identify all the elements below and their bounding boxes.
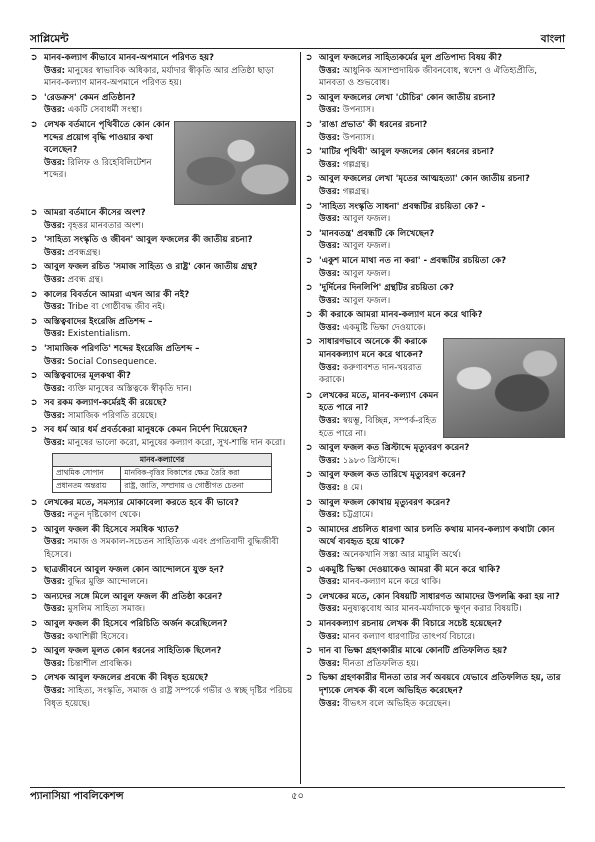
question-text: আবুল ফজল মূলত কোন ধরনের সাহিত্যিক ছিলেন?	[44, 646, 222, 657]
answer-label: উত্তর:	[44, 329, 66, 340]
qa-item	[305, 228, 565, 253]
answer-text: মুসলিম সাহিত্য সমাজ।	[67, 604, 146, 615]
question-text: লেখক আবুল ফজলের প্রবন্ধে কী বিধৃত হয়েছে?	[44, 673, 209, 684]
arrow-bullet-icon: ➲	[30, 343, 38, 354]
question-text: অস্তিত্ববাদের ইংরেজি প্রতিশব্দ –	[44, 316, 153, 327]
answer-text: চিন্তাশীল প্রাবন্ধিক।	[67, 658, 132, 669]
answer-label: উত্তর:	[44, 302, 66, 313]
answer-text: ৪ মে।	[342, 483, 363, 493]
answer-label: উত্তর:	[319, 105, 341, 116]
qa-item	[305, 645, 565, 670]
answer-text: মানব-কল্যাণ মনে করে থাকি।	[342, 577, 441, 588]
qa-item	[30, 424, 296, 449]
arrow-bullet-icon: ➲	[305, 92, 313, 103]
arrow-bullet-icon: ➲	[30, 564, 38, 575]
answer-label: উত্তর:	[319, 483, 341, 493]
qa-item	[305, 564, 565, 589]
question-text: দান বা ভিক্ষা গ্রহণকারীর মাঝে কোনটি প্রতিফলিত হয়?	[319, 646, 508, 657]
answer-text: ব্যক্তি মানুষের অস্তিত্বকে স্বীকৃতি দান।	[67, 383, 192, 394]
answer-label: উত্তর:	[319, 65, 341, 76]
qa-item	[30, 52, 296, 90]
answer-text: উপন্যাস।	[342, 105, 375, 116]
arrow-bullet-icon: ➲	[305, 201, 313, 212]
answer-text: অনেকখানি সস্তা আর মামুলি অর্থে।	[342, 549, 461, 560]
answer-text: Existentialism.	[67, 329, 131, 340]
arrow-bullet-icon: ➲	[305, 618, 313, 629]
question-text: কী করাকে আমরা মানব-কল্যাণ মনে করে থাকি?	[319, 310, 483, 321]
answer-text: প্রবন্ধ গ্রন্থ।	[67, 274, 104, 285]
arrow-bullet-icon: ➲	[30, 289, 38, 300]
arrow-bullet-icon: ➲	[305, 147, 313, 158]
question-text: সাধারণভাবে অনেকে কী করাকে মানবকল্যাণ মনে করে থাকেন?	[319, 337, 428, 361]
answer-label: উত্তর:	[44, 410, 66, 421]
answer-label: উত্তর:	[44, 65, 66, 76]
arrow-bullet-icon: ➲	[30, 207, 38, 218]
answer-text: বৃহত্তর মানবতার অংশ।	[67, 220, 144, 231]
arrow-bullet-icon: ➲	[305, 337, 313, 348]
answer-text: কথাশিল্পী হিসেবে।	[67, 631, 129, 642]
answer-label: উত্তর:	[44, 604, 66, 615]
answer-label: উত্তর:	[44, 274, 66, 285]
answer-text: স্বয়ম্ভূ, বিচ্ছিন্ন, সম্পর্ক-রহিত হতে পারে না।	[319, 416, 437, 439]
qa-item	[305, 442, 565, 467]
table-title: মানব-কল্যাণের	[53, 453, 272, 466]
answer-label: উত্তর:	[44, 658, 66, 669]
qa-item	[30, 645, 296, 670]
answer-label: উত্তর:	[319, 132, 341, 143]
answer-text: একটি সেবাধর্মী সংস্থা।	[67, 105, 143, 116]
question-text: কালের বিবর্তনে আমরা এখন আর কী নই?	[44, 289, 190, 300]
answer-label: উত্তর:	[319, 362, 341, 373]
header-rule	[30, 48, 565, 49]
arrow-bullet-icon: ➲	[305, 470, 313, 481]
arrow-bullet-icon: ➲	[305, 524, 313, 535]
answer-text: ১৯৮৩ খ্রিস্টাব্দে।	[342, 455, 400, 466]
question-text: 'রেডক্রস' কেমন প্রতিষ্ঠান?	[44, 92, 136, 103]
answer-label: উত্তর:	[319, 159, 341, 170]
arrow-bullet-icon: ➲	[305, 646, 313, 657]
question-text: 'সাহিত্য সংস্কৃতি সাধনা' প্রবন্ধটির রচয়িতা কে? -	[319, 201, 486, 212]
question-text: মানব-কল্যাণ কীভাবে মানব-অপমানে পরিণত হয়?	[44, 53, 215, 63]
arrow-bullet-icon: ➲	[305, 310, 313, 321]
qa-item	[305, 52, 565, 90]
question-text: 'মানবতন্ত্র' প্রবন্ধটি কে লিখেছেন?	[319, 228, 435, 239]
question-text: 'সামাজিক পরিণতি' শব্দের ইংরেজি প্রতিশব্দ –	[44, 343, 200, 354]
qa-item	[30, 92, 296, 117]
answer-text: মানব কল্যাণ ধারণাটির তাৎপর্য বিচারে।	[342, 631, 475, 642]
answer-text: আবুল ফজল।	[342, 214, 391, 225]
arrow-bullet-icon: ➲	[305, 390, 313, 401]
answer-text: সমাজ ও সমকাল-সচেতন সাহিত্যিক এবং প্রগতিবাদী বুদ্ধিজীবী হিসেবে।	[44, 537, 279, 561]
table-row	[53, 479, 272, 492]
answer-label: উত্তর:	[44, 537, 66, 548]
page-number: ৫০	[291, 791, 304, 802]
answer-label: উত্তর:	[44, 685, 66, 696]
arrow-bullet-icon: ➲	[30, 497, 38, 508]
qa-item	[305, 591, 565, 616]
qa-item	[30, 564, 296, 589]
answer-label: উত্তর:	[319, 322, 341, 333]
answer-text: আবুল ফজল।	[342, 295, 391, 306]
qa-item	[305, 119, 565, 144]
question-text: লেখকের মতে, কোন বিষয়টি সাধারণত আমাদের উপলব্ধি করা হয় না?	[319, 591, 560, 602]
arrow-bullet-icon: ➲	[305, 228, 313, 239]
arrow-bullet-icon: ➲	[30, 92, 38, 103]
arrow-bullet-icon: ➲	[30, 262, 38, 273]
arrow-bullet-icon: ➲	[305, 283, 313, 294]
answer-label: উত্তর:	[319, 604, 341, 615]
qa-item	[305, 146, 565, 171]
arrow-bullet-icon: ➲	[30, 316, 38, 327]
answer-text: চট্টগ্রামে।	[342, 510, 374, 521]
qa-item	[305, 201, 565, 226]
arrow-bullet-icon: ➲	[30, 235, 38, 246]
answer-label: উত্তর:	[44, 105, 66, 116]
left-column	[30, 52, 296, 784]
qa-item	[30, 618, 296, 643]
arrow-bullet-icon: ➲	[305, 119, 313, 130]
answer-label: উত্তর:	[319, 510, 341, 521]
question-text: আবুল ফজল রচিত 'সমাজ সাহিত্য ও রাষ্ট্র' কোন জাতীয় গ্রন্থ?	[44, 262, 258, 273]
arrow-bullet-icon: ➲	[305, 591, 313, 602]
answer-text: নতুন দৃষ্টিকোণ থেকে।	[67, 510, 141, 521]
answer-text: আধুনিক অসাম্প্রদায়িক জীবনবোধ, স্বদেশ ও ঐতিহ্যপ্রীতি, মানবতা ও শুভবোধ।	[319, 65, 538, 89]
question-text: সব রকম কল্যাণ-কর্মেরই কী রয়েছে?	[44, 398, 167, 409]
arrow-bullet-icon: ➲	[30, 398, 38, 409]
charity-giving-photo	[443, 338, 565, 438]
qa-item	[305, 309, 565, 334]
answer-label: উত্তর:	[44, 157, 66, 168]
arrow-bullet-icon: ➲	[30, 371, 38, 382]
answer-label: উত্তর:	[319, 549, 341, 560]
arrow-bullet-icon: ➲	[30, 425, 38, 436]
answer-label: উত্তর:	[44, 631, 66, 642]
question-text: আবুল ফজল কী হিসেবে পরিচিতি অর্জন করেছিলেন?	[44, 619, 228, 629]
question-text: লেখক বর্তমানে পৃথিবীতে কোন কোন শব্দের প্রয়োগ বৃদ্ধি পাওয়ার কথা বলেছেন?	[44, 119, 170, 156]
table-cell: মানবিক-বৃত্তির বিকাশের ক্ষেত্র তৈরি করা	[121, 466, 272, 479]
relief-crowd-photo	[174, 121, 296, 205]
qa-item	[305, 173, 565, 198]
question-text: একমুষ্টি ভিক্ষা দেওয়াকেও আমরা কী মনে করে থাকি?	[319, 564, 501, 575]
answer-label: উত্তর:	[44, 438, 66, 449]
question-text: আবুল ফজলের লেখা 'চৌচির' কোন জাতীয় রচনা?	[319, 92, 496, 103]
question-text: আবুল ফজল কত খ্রিস্টাব্দে মৃত্যুবরণ করেন?	[319, 443, 470, 454]
qa-item	[30, 497, 296, 522]
qa-item	[30, 524, 296, 562]
question-text: অস্তিত্ববাদের মূলকথা কী?	[44, 371, 131, 382]
answer-text: গল্পগ্রন্থ।	[342, 186, 370, 197]
qa-item	[30, 316, 296, 341]
answer-text: মানুষের ভালো করো, মানুষের কল্যাণ করো, সুখ-শান্তি দান করো।	[67, 438, 286, 449]
answer-label: উত্তর:	[44, 383, 66, 394]
table-cell: রাষ্ট্র, জাতি, সম্প্রদায় ও গোষ্ঠীগত চেতনা	[121, 479, 272, 492]
question-text: অন্যদের সঙ্গে মিলে আবুল ফজল কী প্রতিষ্ঠা করেন?	[44, 591, 223, 602]
question-text: 'রাঙা প্রভাত' কী ধরনের রচনা?	[319, 119, 428, 130]
answer-text: মানুষের স্বাভাবিক অধিকার, মর্যাদার স্বীকৃতি আর প্রতিষ্ঠা ছাড়া মানব-কল্যাণ মানব-অপমানে পরিণত হয়।	[44, 65, 274, 89]
question-text: ছাত্রজীবনে আবুল ফজল কোন আন্দোলনে যুক্ত হন?	[44, 564, 224, 575]
answer-text: আবুল ফজল।	[342, 268, 391, 279]
arrow-bullet-icon: ➲	[305, 564, 313, 575]
question-text: আবুল ফজলের লেখা 'মৃতের আত্মহত্যা' কোন জাতীয় রচনা?	[319, 174, 530, 185]
human-welfare-table	[52, 453, 272, 493]
answer-text: করুণাবশত দান-খয়রাত করাকে।	[319, 362, 422, 386]
table-cell: প্রাথমিক সোপান	[53, 466, 121, 479]
footer-rule	[30, 787, 565, 788]
question-text: 'দুর্দিনের দিনলিপি' গ্রন্থটির রচয়িতা কে?	[319, 283, 454, 294]
answer-text: মনুষ্যত্ববোধ আর মানব-মর্যাদাকে ক্ষুণ্ন করার বিষয়টি।	[342, 604, 522, 615]
arrow-bullet-icon: ➲	[305, 174, 313, 185]
question-text: সব ধর্ম আর ধর্ম প্রবর্তকেরা মানুষকে কেমন নির্দেশ দিয়েছেন?	[44, 425, 248, 436]
image-qa-block	[30, 119, 296, 205]
answer-label: উত্তর:	[319, 698, 341, 709]
question-text: আবুল ফজল কী হিসেবে সমধিক খ্যাত?	[44, 524, 180, 535]
qa-item	[30, 397, 296, 422]
answer-label: উত্তর:	[44, 577, 66, 588]
answer-text: রিলিফ ও রিহেবিলিটেশন শব্দের।	[44, 157, 152, 181]
header-right: বাংলা	[540, 33, 565, 45]
table-cell: প্রধানতম অন্তরায়	[53, 479, 121, 492]
qa-item	[30, 591, 296, 616]
arrow-bullet-icon: ➲	[305, 443, 313, 454]
image-qa-block	[305, 336, 565, 440]
question-text: 'সাহিত্য সংস্কৃতি ও জীবন' আবুল ফজলের কী জাতীয় রচনা?	[44, 235, 253, 246]
answer-label: উত্তর:	[319, 295, 341, 306]
qa-item	[30, 207, 296, 232]
qa-item	[305, 255, 565, 280]
answer-label: উত্তর:	[44, 220, 66, 231]
arrow-bullet-icon: ➲	[305, 673, 313, 684]
question-text: মানবকল্যাণ রচনায় লেখক কী বিচারে সচেষ্ট হয়েছেন?	[319, 618, 503, 629]
answer-text: গল্পগ্রন্থ।	[342, 159, 370, 170]
header-left: সাপ্লিমেন্ট	[30, 33, 69, 45]
question-text: লেখকের মতে, মানব-কল্যাণ কেমন হতে পারে না?	[319, 390, 439, 414]
answer-label: উত্তর:	[319, 577, 341, 588]
qa-item	[305, 672, 565, 710]
answer-text: বীভৎস বলে অভিহিত করেছেন।	[342, 698, 451, 709]
answer-text: সাহিত্য, সংস্কৃতি, সমাজ ও রাষ্ট্র সম্পর্কে গভীর ও স্বচ্ছ দৃষ্টির পরিচয় বিধৃত হয়েছে।	[44, 685, 293, 709]
qa-item	[305, 524, 565, 562]
arrow-bullet-icon: ➲	[30, 53, 38, 63]
arrow-bullet-icon: ➲	[30, 673, 38, 684]
answer-label: উত্তর:	[44, 356, 66, 367]
arrow-bullet-icon: ➲	[30, 524, 38, 535]
qa-item	[30, 261, 296, 286]
answer-label: উত্তর:	[44, 510, 66, 521]
qa-item	[305, 282, 565, 307]
qa-item	[30, 343, 296, 368]
answer-label: উত্তর:	[319, 455, 341, 466]
answer-text: আবুল ফজল।	[342, 241, 391, 252]
arrow-bullet-icon: ➲	[30, 591, 38, 602]
arrow-bullet-icon: ➲	[305, 497, 313, 508]
question-text: 'একুশ মানে মাথা নত না করা' - প্রবন্ধটির রচয়িতা কে?	[319, 255, 507, 266]
answer-text: প্রবন্ধগ্রন্থ।	[67, 247, 101, 258]
answer-text: দীনতা প্রতিফলিত হয়।	[342, 658, 419, 669]
answer-label: উত্তর:	[319, 268, 341, 279]
qa-item	[305, 469, 565, 494]
question-text: ভিক্ষা গ্রহণকারীর দীনতা তার সর্ব অবয়বে যেভাবে প্রতিফলিত হয়, তার দৃশ্যকে লেখক কী বলে অভিহিত করেছেন?	[319, 673, 561, 696]
qa-item	[30, 289, 296, 314]
answer-label: উত্তর:	[319, 631, 341, 642]
qa-item	[305, 618, 565, 643]
answer-text: সামাজিক পরিণতি রয়েছে।	[67, 410, 157, 421]
qa-item	[305, 497, 565, 522]
answer-label: উত্তর:	[319, 658, 341, 669]
qa-item	[305, 92, 565, 117]
question-text: আমাদের প্রচলিত ধারণা আর চলতি কথায় মানব-কল্যাণ কথাটা কোন অর্থে ব্যবহৃত হয়ে থাকে?	[319, 524, 555, 548]
arrow-bullet-icon: ➲	[30, 619, 38, 629]
answer-label: উত্তর:	[319, 241, 341, 252]
question-text: আমরা বর্তমানে কীসের অংশ?	[44, 207, 146, 218]
answer-text: বুদ্ধির মুক্তি আন্দোলনে।	[67, 577, 148, 588]
column-divider	[300, 52, 301, 784]
answer-label: উত্তর:	[319, 214, 341, 225]
question-text: আবুল ফজল কোথায় মৃত্যুবরণ করেন?	[319, 497, 451, 508]
answer-label: উত্তর:	[319, 416, 341, 427]
question-text: আবুল ফজল কত তারিখে মৃত্যুবরণ করেন?	[319, 470, 466, 481]
arrow-bullet-icon: ➲	[30, 646, 38, 657]
question-text: লেখকের মতে, সমস্যার মোকাবেলা করতে হবে কী ভাবে?	[44, 497, 239, 508]
question-text: 'মাটির পৃথিবী' আবুল ফজলের কোন ধরনের রচনা?	[319, 147, 495, 158]
right-column	[305, 52, 565, 784]
answer-label: উত্তর:	[44, 247, 66, 258]
answer-text: উপন্যাস।	[342, 132, 375, 143]
answer-text: Social Consequence.	[67, 356, 157, 367]
arrow-bullet-icon: ➲	[305, 53, 313, 63]
qa-item	[30, 234, 296, 259]
arrow-bullet-icon: ➲	[305, 255, 313, 266]
answer-text: Tribe বা গোষ্ঠীবদ্ধ জীব নই।	[67, 302, 165, 313]
qa-item	[30, 370, 296, 395]
answer-text: একমুষ্টি ভিক্ষা দেওয়াকে।	[342, 322, 426, 333]
arrow-bullet-icon: ➲	[30, 119, 38, 130]
page-header	[30, 32, 565, 48]
table-row	[53, 466, 272, 479]
question-text: আবুল ফজলের সাহিত্যকর্মের মূল প্রতিপাদ্য বিষয় কী?	[319, 53, 503, 63]
answer-label: উত্তর:	[319, 186, 341, 197]
publisher-name: প্যানাসিয়া পাবলিকেশন্স	[30, 791, 124, 802]
qa-item	[30, 672, 296, 710]
